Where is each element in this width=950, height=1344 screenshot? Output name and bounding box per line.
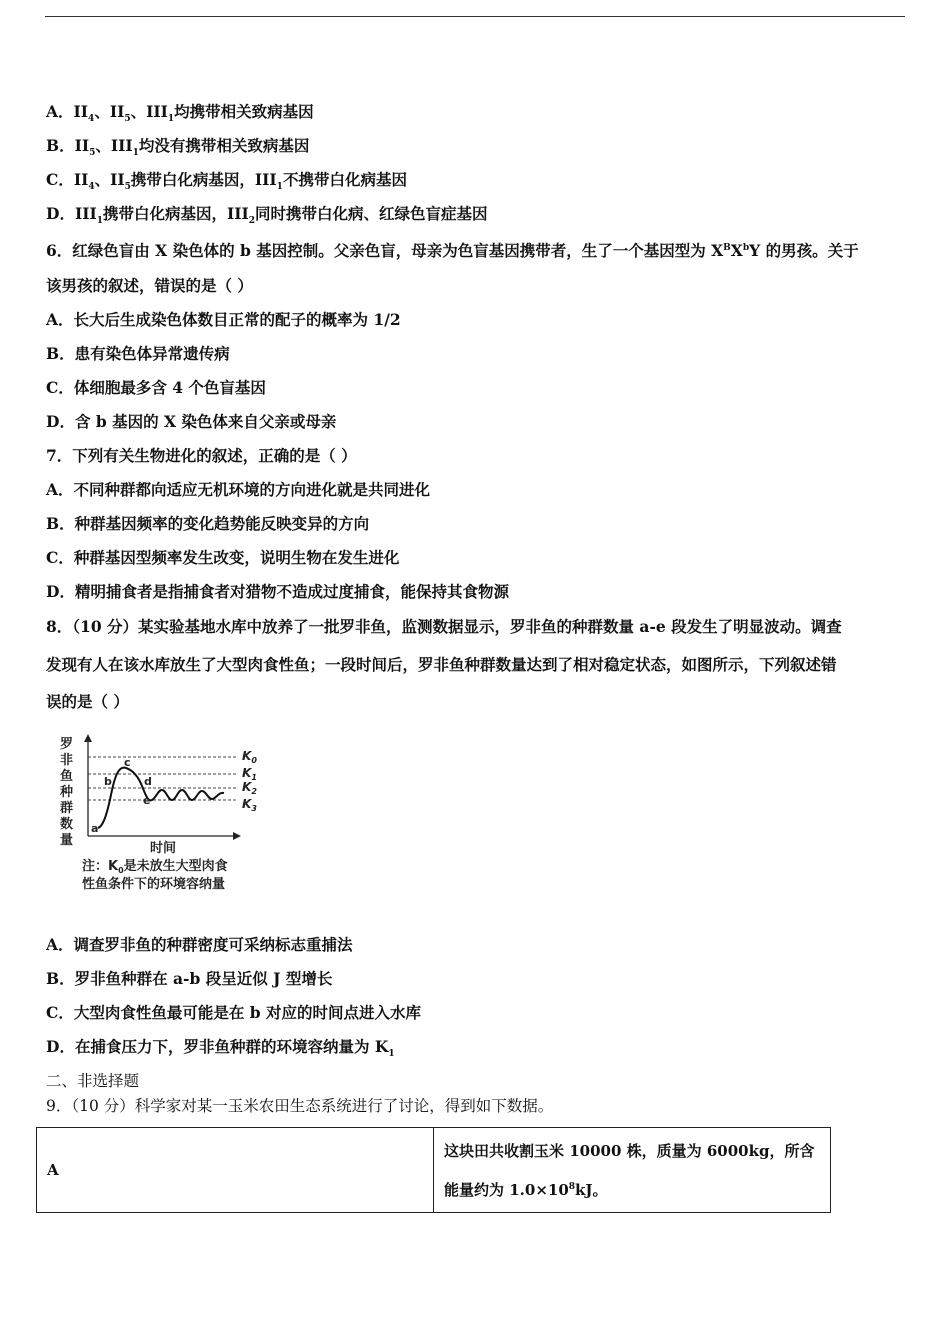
k3-label: $K_3$ — [242, 797, 257, 813]
q8-stem-line3: 误的是（ ） — [46, 692, 129, 711]
x-axis-label: 时间 — [150, 841, 177, 856]
q6-stem-line1: 6．红绿色盲由 X 染色体的 b 基因控制。父亲色盲，母亲为色盲基因携带者，生了一个基因型为 $X^BX^bY$ 的男孩。关于 — [46, 241, 859, 261]
section-title: 二、非选择题 — [46, 1072, 140, 1090]
table-row-label: A — [37, 1128, 434, 1213]
population-curve-figure — [52, 730, 267, 900]
q7-option-c: C．种群基因型频率发生改变，说明生物在发生进化 — [46, 548, 400, 567]
q8-stem-line1: 8．（10 分）某实验基地水库中放养了一批罗非鱼，监测数据显示，罗非鱼的种群数量 a-e 段发生了明显波动。调查 — [46, 617, 842, 636]
q7-option-a: A．不同种群都向适应无机环境的方向进化就是共同进化 — [46, 480, 431, 499]
y-label-char: 非 — [60, 753, 74, 768]
figure-note-line2: 性鱼条件下的环境容纳量 — [82, 877, 226, 892]
y-label-char: 种 — [60, 785, 74, 800]
q7-option-d: D．精明捕食者是指捕食者对猎物不造成过度捕食，能保持其食物源 — [46, 582, 509, 601]
q8-option-d: D．在捕食压力下，罗非鱼种群的环境容纳量为 $K_1$ — [46, 1037, 395, 1060]
q6-option-d: D．含 b 基因的 X 染色体来自父亲或母亲 — [46, 412, 337, 431]
q6-option-c: C．体细胞最多含 4 个色盲基因 — [46, 378, 266, 397]
q7-stem: 7．下列有关生物进化的叙述，正确的是（ ） — [46, 446, 357, 465]
point-b-label: b — [104, 775, 112, 788]
y-label-char: 数 — [60, 817, 74, 832]
table-row-text: 这块田共收割玉米 10000 株，质量为 6000kg，所含 能量约为 $1.0\times 10^8kJ$。 — [434, 1128, 831, 1213]
point-a-label: a — [91, 822, 99, 835]
k2-label: $K_2$ — [242, 780, 257, 796]
q7-option-b: B．种群基因频率的变化趋势能反映变异的方向 — [46, 514, 370, 533]
q5-option-c: C．$II_4$、$II_5$携带白化病基因，$III_1$不携带白化病基因 — [46, 170, 407, 193]
data-table — [36, 1127, 831, 1213]
y-axis-arrow — [84, 734, 92, 742]
y-label-char: 群 — [60, 801, 74, 816]
q8-option-a: A．调查罗非鱼的种群密度可采纳标志重捕法 — [46, 935, 353, 954]
point-e-label: e — [143, 794, 151, 807]
q6-option-a: A．长大后生成染色体数目正常的配子的概率为 1/2 — [46, 310, 401, 329]
q5-option-a: A．$II_4$、$II_5$、$III_1$均携带相关致病基因 — [46, 102, 314, 125]
q8-stem-line2: 发现有人在该水库放生了大型肉食性鱼；一段时间后，罗非鱼种群数量达到了相对稳定状态，如图所示，下列叙述错 — [46, 655, 837, 674]
q6-option-b: B．患有染色体异常遗传病 — [46, 344, 230, 363]
header-rule — [45, 16, 905, 17]
table-row — [37, 1128, 831, 1213]
y-label-char: 罗 — [60, 737, 74, 752]
k1-label: $K_1$ — [242, 766, 257, 782]
q5-option-b: B．$II_5$、$III_1$均没有携带相关致病基因 — [46, 136, 310, 159]
x-axis-arrow — [233, 832, 241, 840]
q8-option-b: B．罗非鱼种群在 a-b 段呈近似 J 型增长 — [46, 969, 333, 988]
k0-label: $K_0$ — [242, 749, 257, 765]
point-d-label: d — [144, 775, 152, 788]
point-c-label: c — [124, 756, 131, 769]
population-curve — [98, 768, 224, 828]
q5-option-d: D．$III_1$携带白化病基因，$III_2$同时携带白化病、红绿色盲症基因 — [46, 204, 488, 227]
y-label-char: 鱼 — [60, 769, 74, 784]
q8-option-c: C．大型肉食性鱼最可能是在 b 对应的时间点进入水库 — [46, 1003, 421, 1022]
y-label-char: 量 — [60, 833, 74, 848]
figure-note-line1: 注：$K_0$是未放生大型肉食 — [82, 859, 228, 875]
q6-stem-line2: 该男孩的叙述，错误的是（ ） — [46, 276, 253, 295]
q9-stem: 9．（10 分）科学家对某一玉米农田生态系统进行了讨论，得到如下数据。 — [46, 1097, 554, 1115]
